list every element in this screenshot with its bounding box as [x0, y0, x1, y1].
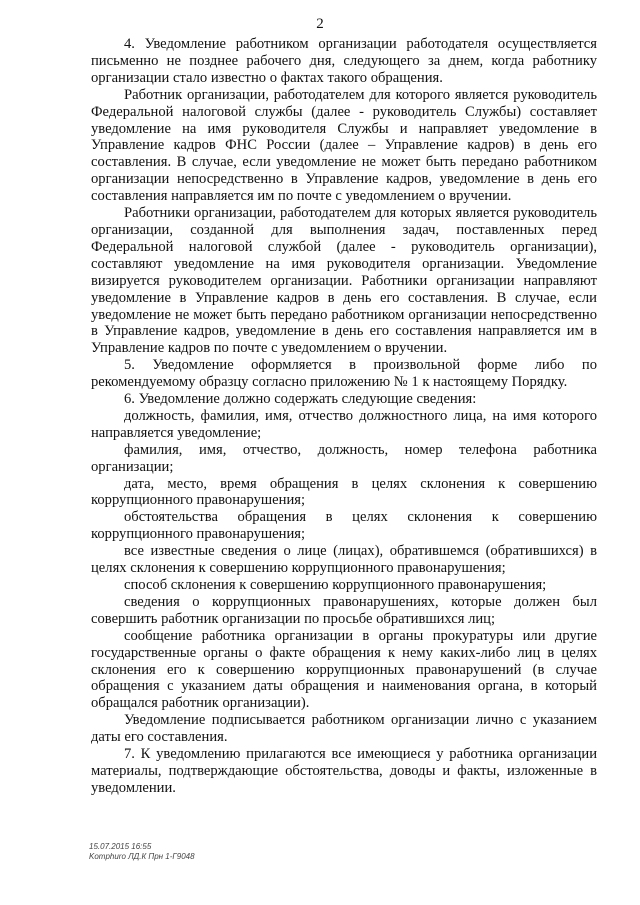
- paragraph-organization-employees: Работники организации, работодателем для которых является руководитель организации, созданной для выполнения задач, поставленных перед Федеральной налоговой службой (далее - руководитель организации), составляют уведомление на имя руководителя организации. Уведомление визируется руководителем организации. Работники организации направляют уведомление в Управление кадров в день его составления. В случае, если уведомление не может быть передано работником организации непосредственно в Управление кадров, уведомление в день его составления направляется им в Управление кадров по почте с уведомлением о вручении.: [91, 205, 597, 357]
- paragraph-item-7: 7. К уведомлению прилагаются все имеющиеся у работника организации материалы, подтверждающие обстоятельства, доводы и факты, изложенные в уведомлении.: [91, 746, 597, 796]
- list-item-method: способ склонения к совершению коррупционного правонарушения;: [124, 577, 547, 593]
- list-item-violations: сведения о коррупционных правонарушениях, которые должен был совершить работник организации по просьбе обратившихся лиц;: [91, 593, 597, 627]
- list-item-date-place-time: дата, место, время обращения в целях склонения к совершению коррупционного правонарушения;: [91, 475, 597, 509]
- footer-stamp: [89, 842, 195, 862]
- paragraph-tax-service-employee: Работник организации, работодателем для которого является руководитель Федеральной налоговой службы (далее - руководитель Службы) составляет уведомление на имя руководителя Службы и направляет уведомление в Управление кадров ФНС России (далее – Управление кадров) в день его составления. В случае, если уведомление не может быть передано работником организации непосредственно в Управление кадров, уведомление в день его составления направляется им по почте с уведомлением о вручении.: [91, 86, 597, 205]
- footer-timestamp: 15.07.2015 16:55: [89, 842, 152, 851]
- paragraph-item-4: 4. Уведомление работником организации работодателя осуществляется письменно не позднее рабочего дня, следующего за днем, когда работнику организации стало известно о фактах такого обращения.: [91, 36, 597, 86]
- list-item-official: должность, фамилия, имя, отчество должностного лица, на имя которого направляется уведомление;: [91, 407, 597, 441]
- paragraph-signature-note: Уведомление подписывается работником организации лично с указанием даты его составления.: [91, 712, 597, 746]
- document-body: [91, 36, 597, 797]
- list-item-circumstances: обстоятельства обращения в целях склонения к совершению коррупционного правонарушения;: [91, 509, 597, 543]
- paragraph-item-5: 5. Уведомление оформляется в произвольной форме либо по рекомендуемому образцу согласно приложению № 1 к настоящему Порядку.: [91, 357, 597, 391]
- paragraph-item-6: 6. Уведомление должно содержать следующие сведения:: [124, 391, 477, 408]
- list-item-employee-details: фамилия, имя, отчество, должность, номер телефона работника организации;: [91, 441, 597, 475]
- page-number: 2: [316, 16, 324, 32]
- footer-file-reference: Komphuro ЛД.К Прн 1-Г9048: [89, 852, 195, 861]
- list-item-persons-info: все известные сведения о лице (лицах), обратившемся (обратившихся) в целях склонения к совершению коррупционного правонарушения;: [91, 543, 597, 577]
- list-item-prosecutor-report: сообщение работника организации в органы прокуратуры или другие государственные органы о факте обращения к нему каких-либо лиц в целях склонения его к совершению коррупционных правонарушений (в случае обращения с указанием даты обращения и наименования органа, в который обращался работник организации).: [91, 627, 597, 712]
